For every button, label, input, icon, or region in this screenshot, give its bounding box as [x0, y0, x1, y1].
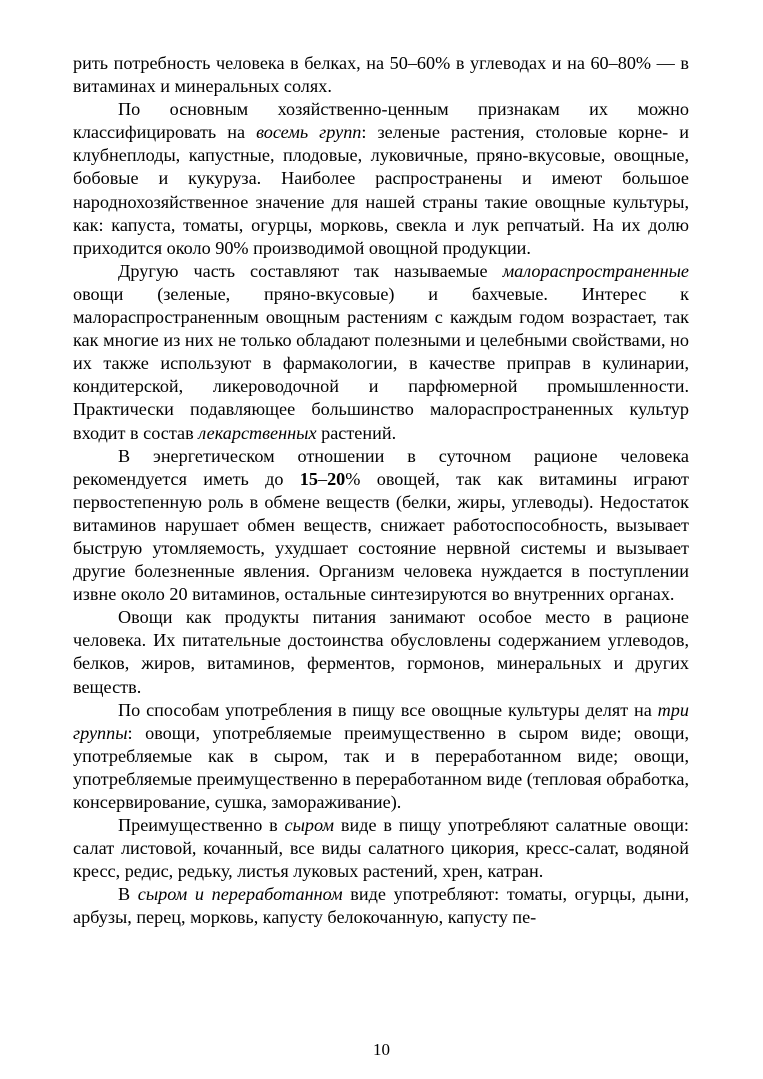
italic-run: восемь групп	[256, 122, 362, 143]
paragraph-8	[73, 883, 689, 929]
italic-run: три группы	[73, 699, 689, 743]
text-run: В	[118, 884, 138, 905]
paragraph-7	[73, 814, 689, 883]
italic-run: малораспространенные	[502, 260, 689, 281]
italic-run: сыром	[284, 815, 335, 836]
italic-run: сыром и переработанном	[137, 884, 343, 905]
paragraph-4	[73, 445, 689, 607]
text-run: рить потребность человека в белках, на 50–60% в углеводах и на 60–80% — в витаминах и минеральных солях.	[73, 53, 689, 97]
page-number: 10	[373, 1040, 390, 1059]
document-page	[73, 52, 689, 930]
paragraph-5	[73, 606, 689, 698]
text-run: В энергетическом отношении в суточном рационе человека рекомендуется иметь до	[73, 445, 689, 489]
text-run: По способам употребления в пищу все овощные культуры делят на	[118, 699, 658, 720]
paragraph-3	[73, 260, 689, 445]
text-run: По основным хозяйственно-ценным признакам их можно классифицировать на	[73, 99, 689, 143]
text-run: : овощи, употребляемые преимущественно в сыром виде; овощи, употребляемые как в сыром, так и в переработанном виде; овощи, употребляемые преимущественно в переработанном виде (тепловая обработка, консервирование, сушка, замораживание).	[73, 722, 689, 812]
text-run: Преимущественно в	[118, 815, 285, 836]
italic-run: лекарственных	[198, 422, 317, 443]
text-run: –	[317, 468, 328, 489]
text-run: % овощей, так как витамины играют первостепенную роль в обмене веществ (белки, жиры, углеводы). Недостаток витаминов нарушает обмен веществ, снижает работоспособность, вызывает быструю утомляемость, ухудшает состояние нервной системы и вызывает другие болезненные явления. Организм человека нуждается в поступлении извне около 20 витаминов, остальные синтезируются во внутренних органах.	[73, 468, 689, 605]
text-run: виде употребляют: томаты, огурцы, дыни, арбузы, перец, морковь, капусту белокочанную, капусту пе-	[73, 884, 690, 928]
text-run: виде в пищу употребляют салатные овощи: салат листовой, кочанный, все виды салатного цикория, кресс-салат, водяной кресс, редис, редьку, листья луковых растений, хрен, катран.	[73, 815, 689, 882]
bold-run: 20	[327, 468, 346, 489]
paragraph-1	[73, 52, 689, 98]
bold-run: 15	[299, 468, 318, 489]
text-run: : зеленые растения, столовые корне- и клубнеплоды, капустные, плодовые, луковичные, пряно-вкусовые, овощные, бобовые и кукуруза. Наиболее распространены и имеют большое народнохозяйственное значение для нашей страны такие овощные культуры, как: капуста, томаты, огурцы, морковь, свекла и лук репчатый. На их долю приходится около 90% производимой овощной продукции.	[73, 122, 689, 258]
text-run: Овощи как продукты питания занимают особое место в рационе человека. Их питательные достоинства обусловлены содержанием углеводов, белков, жиров, витаминов, ферментов, гормонов, минеральных и других веществ.	[73, 607, 689, 697]
text-run: Другую часть составляют так называемые	[118, 260, 503, 281]
paragraph-6	[73, 699, 689, 814]
text-run: растений.	[316, 422, 397, 443]
paragraph-2	[73, 98, 689, 260]
text-run: овощи (зеленые, пряно-вкусовые) и бахчевые. Интерес к малораспространенным овощным растениям с каждым годом возрастает, так как многие из них не только обладают полезными и целебными свойствами, но их также используют в фармакологии, в качестве приправ в кулинарии, кондитерской, ликероводочной и парфюмерной промышленности. Практически подавляющее большинство малораспространенных культур входит в состав	[73, 283, 689, 443]
